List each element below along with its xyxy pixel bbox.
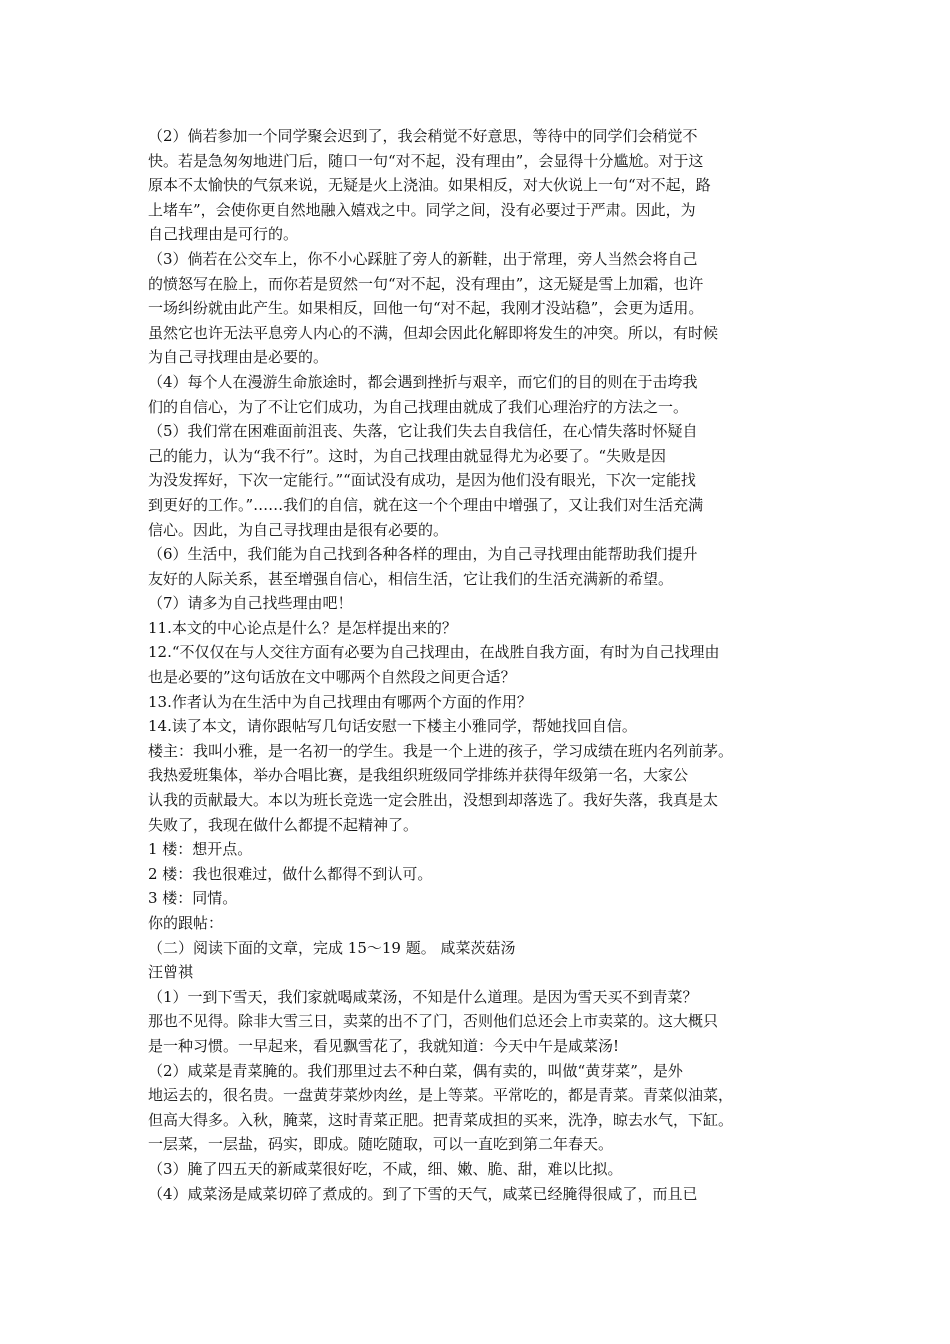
text-line: 友好的人际关系，甚至增强自信心，相信生活，它让我们的生活充满新的希望。 [148,569,674,588]
text-line: 原本不太愉快的气氛来说，无疑是火上浇油。如果相反，对大伙说上一句“对不起，路 [148,176,711,195]
forum-post-line: 失败了，我现在做什么都提不起精神了。 [148,815,419,834]
text-line: 那也不见得。除非大雪三日，卖菜的出不了门，否则他们总还会上市卖菜的。这大概只 [148,1012,719,1031]
text-line: 虽然它也许无法平息旁人内心的不满，但却会因此化解即将发生的冲突。所以，有时候 [148,323,719,342]
text-line: 一场纠纷就由此产生。如果相反，回他一句“对不起，我刚才没站稳”，会更为适用。 [148,299,704,318]
question-line: 11.本文的中心论点是什么？是怎样提出来的？ [148,618,457,637]
text-line: 但高大得多。入秋，腌菜，这时青菜正肥。把青菜成担的买来，洗净，晾去水气，下缸。 [148,1110,734,1129]
text-line: （6）生活中，我们能为自己找到各种各样的理由，为自己寻找理由能帮助我们提升 [148,545,698,564]
text-line: （2）倘若参加一个同学聚会迟到了，我会稍觉不好意思，等待中的同学们会稍觉不 [148,127,698,145]
forum-reply-line: 3 楼：同情。 [148,889,238,908]
text-line: 们的自信心，为了不让它们成功，为自己找理由就成了我们心理治疗的方法之一。 [148,397,689,416]
text-line: 为没发挥好，下次一定能行。”“面试没有成功，是因为他们没有眼光，下次一定能找 [148,471,696,490]
forum-post-line: 楼主：我叫小雅，是一名初一的学生。我是一个上进的孩子，学习成绩在班内名列前茅。 [148,741,734,760]
forum-reply-line: 2 楼：我也很难过，做什么都得不到认可。 [148,864,433,883]
text-line: 一层菜，一层盐，码实，即成。随吃随取，可以一直吃到第二年春天。 [148,1135,614,1154]
question-line: 也是必要的”这句话放在文中哪两个自然段之间更合适？ [148,668,516,687]
text-line: 到更好的工作。”……我们的自信，就在这一个个理由中增强了，又让我们对生活充满 [148,495,704,514]
text-line: 为自己寻找理由是必要的。 [148,348,329,367]
question-line: 13.作者认为在生活中为自己找理由有哪两个方面的作用？ [148,692,532,711]
text-line: （4）每个人在漫游生命旅途时，都会遇到挫折与艰辛，而它们的目的则在于击垮我 [148,372,698,391]
text-line: （4）咸菜汤是咸菜切碎了煮成的。到了下雪的天气，咸菜已经腌得很咸了，而且已 [148,1184,698,1203]
forum-post-line: 我热爱班集体，举办合唱比赛，是我组织班级同学排练并获得年级第一名，大家公 [148,766,689,785]
text-line: 上堵车”，会使你更自然地融入嬉戏之中。同学之间，没有必要过于严肃。因此，为 [148,200,696,219]
text-line: （7）请多为自己找些理由吧！ [148,594,353,613]
question-line: 14.读了本文，请你跟帖写几句话安慰一下楼主小雅同学，帮她找回自信。 [148,717,637,736]
text-line: 自己找理由是可行的。 [148,225,299,244]
text-line: （2）咸菜是青菜腌的。我们那里过去不种白菜，偶有卖的，叫做“黄芽菜”，是外 [148,1061,683,1080]
forum-reply-line: 1 楼：想开点。 [148,840,253,859]
text-line: 快。若是急匆匆地进门后，随口一句“对不起，没有理由”，会显得十分尴尬。对于这 [148,151,704,170]
text-line: 信心。因此，为自己寻找理由是很有必要的。 [148,520,449,539]
article-author: 汪曾祺 [148,963,194,982]
text-line: （5）我们常在困难面前沮丧、失落，它让我们失去自我信任，在心情失落时怀疑自 [148,422,698,441]
text-line: 地运去的，很名贵。一盘黄芽菜炒肉丝，是上等菜。平常吃的，都是青菜。青菜似油菜， [148,1086,734,1105]
text-line: （3）倘若在公交车上，你不小心踩脏了旁人的新鞋，出于常理，旁人当然会将自己 [148,249,698,268]
text-line: 是一种习惯。一早起来，看见飘雪花了，我就知道：今天中午是咸菜汤! [148,1036,620,1055]
document-page [148,124,808,1206]
text-line: （1）一到下雪天，我们家就喝咸菜汤，不知是什么道理。是因为雪天买不到青菜？ [148,987,698,1006]
question-line: 12.“不仅仅在与人交往方面有必要为自己找理由，在战胜自我方面，有时为自己找理由 [148,643,720,662]
forum-post-line: 认我的贡献最大。本以为班长竞选一定会胜出，没想到却落选了。我好失落，我真是太 [148,791,719,810]
section-heading: （二）阅读下面的文章，完成 15～19 题。 咸菜茨菇汤 [148,938,516,957]
text-line: （3）腌了四五天的新咸菜很好吃，不咸，细、嫩、脆、甜，难以比拟。 [148,1159,623,1178]
forum-reply-prompt: 你的跟帖： [148,914,224,932]
text-line: 的愤怒写在脸上，而你若是贸然一句“对不起，没有理由”，这无疑是雪上加霜，也许 [148,274,704,293]
text-line: 己的能力，认为“我不行”。这时，为自己找理由就显得尤为必要了。“失败是因 [148,446,667,465]
